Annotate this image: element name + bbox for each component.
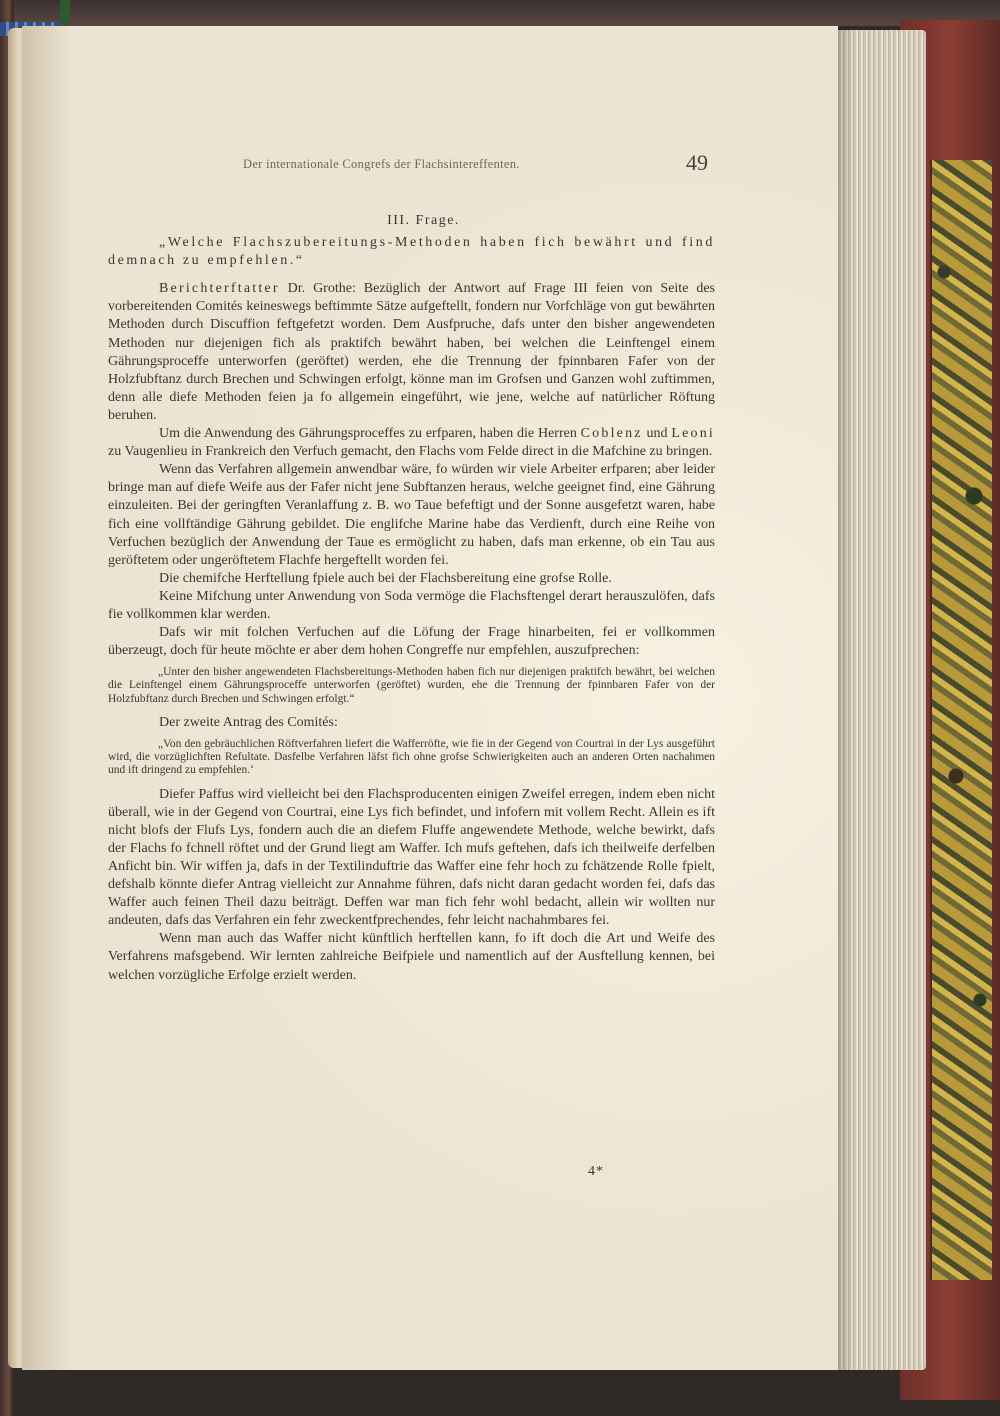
paragraph-2-text-c: zu Vaugenlieu in Frankreich den Verfuch gemacht, den Flachs vom Felde direct in die Mafchine zu bringen.: [108, 444, 713, 460]
paragraph-reporter: [108, 280, 715, 425]
name-leoni: Leoni: [671, 426, 716, 442]
paragraph-9: Wenn man auch das Waffer nicht künftlich herftellen kann, fo ift doch die Art und Weife des Verfahrens mafsgebend. Wir lernten zahlreiche Beifpiele und namentlich auf der Ausftellung kennen, bei welchen vorzügliche Erfolge erzielt werden.: [108, 931, 715, 983]
top-cover-strip: [0, 0, 1000, 26]
paragraph-6: Dafs wir mit folchen Verfuchen auf die Löfung der Frage hinarbeiten, fei er vollkommen überzeugt, doch für heute möchte er aber dem hohen Congreffe nur empfehlen, auszufprechen:: [108, 625, 715, 659]
page-body: [108, 212, 715, 985]
paragraph-second-motion: Der zweite Antrag des Comités:: [159, 714, 338, 730]
paragraph-8: Diefer Paffus wird vielleicht bei den Flachsproducenten einigen Zweifel erregen, indem eben nicht überall, wie in der Gegend von Courtrai, eine Lys fich befindet, und infofern mit vollem Recht. Allein es ift nicht blofs der Flufs Lys, fondern auch die an diefem Fluffe angewendete Methode, welche bewirkt, dafs der Flachs fo fchnell röftet und der Grund liegt am Waffer. Ich mufs geftehen, dafs ich theilweife derfelben Anficht bin. Wir wiffen ja, dafs in der Textilinduftrie das Waffer eine fehr hoch zu fchätzende Rolle fpielt, defshalb könnte diefer Antrag vielleicht zur Annahme führen, dafs nicht daran gedacht worden fei, dafs das Waffer auch feinen Theil dazu beiträgt. Deffen war man fich fehr wohl bedacht, allein wir wollten nur andeuten, dafs das Verfahren ein fehr zweckentfprechendes, fehr leicht nachahmbares fei.: [108, 786, 715, 929]
question-heading: III. Frage.: [387, 213, 460, 228]
name-coblenz: Coblenz: [580, 426, 643, 442]
page-number: 49: [686, 150, 708, 175]
quote-first-motion: „Unter den bisher angewendeten Flachsbereitungs-Methoden haben fich nur diejenigen praktifch bewährt, bei welchen die Leinftengel einem Gährungsproceffe unterworfen (geröftet) wurden, ehe die Trennung der fpinnbaren Fafer von der Holzfubftanz durch Brechen und Schwingen erfolgt.“: [108, 666, 715, 705]
running-head: Der internationale Congrefs der Flachsintereffenten.: [243, 157, 520, 171]
reporter-text: Dr. Grothe: Bezüglich der Antwort auf Frage III feien von Seite des vorbereitenden Comités keineswegs beftimmte Sätze aufgeftellt, fondern nur Vorfchläge von gut bewährten Methoden durch Discuffion feftgefetzt worden. Dem Ausfpruche, dafs unter den bisher angewendeten Methoden nur diejenigen fich als praktifch bewährt haben, bei welchen die Leinftengel einem Gährungsproceffe unterworfen (geröftet) werden, ehe die Trennung der fpinnbaren Fafer von der Holzfubftanz durch Brechen und Schwingen erfolgt, könne man im Grofsen und Ganzen wohl zuftimmen, denn alle diefe Methoden feien ja fo allgemein eingeführt, wie jene, welche auf natürlicher Röftung beruhen.: [108, 281, 715, 423]
paragraph-3: Wenn das Verfahren allgemein anwendbar wäre, fo würden wir viele Arbeiter erfparen; aber leider bringe man auf diefe Weife aus der Fafer nicht jene Subftanzen heraus, welche geeignet find, eine Gährung einzuleiten. Bei der geringften Veranlaffung z. B. wo Taue befeftigt und der Sonne ausgefetzt waren, habe fich eine vollftändige Gährung gebildet. Die englifche Marine habe das Verdienft, durch eine Reihe von Verfuchen bezüglich der Anwendung der Taue es ermöglicht zu haben, dafs man erkenne, ob ein Tau aus geröftetem oder ungeröftetem Flachfe hergeftellt worden fei.: [108, 462, 715, 568]
paragraph-2: [108, 425, 715, 461]
reporter-label: Berichterftatter: [159, 281, 280, 297]
signature-mark: 4*: [588, 1164, 604, 1179]
paragraph-5: Keine Mifchung unter Anwendung von Soda vermöge die Flachsftengel derart herauszulöfen, dafs fie vollkommen klar werden.: [108, 588, 715, 622]
paragraph-2-text-b: und: [642, 426, 672, 442]
quote-second-motion: „Von den gebräuchlichen Röftverfahren liefert die Wafferröfte, wie fie in der Gegend von Courtrai in der Lys ausgeführt wird, die vorzüglichften Refultate. Dasfelbe Verfahren läfst fich ohne grofse Schwierigkeiten auch an anderen Orten nachahmen und ift dringend zu empfehlen.‘: [108, 737, 715, 777]
question-text: „Welche Flachszubereitungs-Methoden haben fich bewährt und find demnach zu empfehlen.“: [108, 235, 715, 269]
marbled-edge: [930, 160, 992, 1280]
paragraph-4: Die chemifche Herftellung fpiele auch bei der Flachsbereitung eine grofse Rolle.: [159, 570, 612, 586]
bookmark-ribbon: [60, 0, 70, 24]
paragraph-2-text-a: Um die Anwendung des Gährungsproceffes zu erfparen, haben die Herren: [159, 426, 581, 442]
